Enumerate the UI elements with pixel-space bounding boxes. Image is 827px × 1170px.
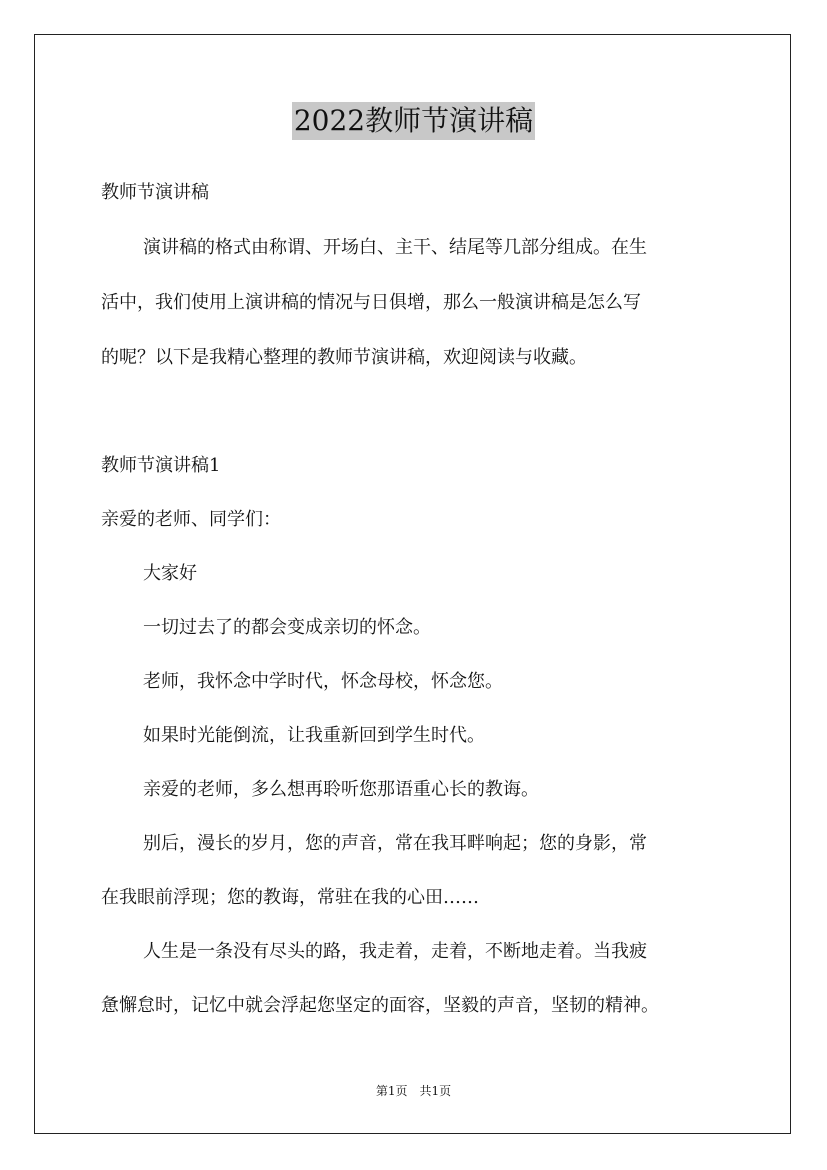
- paragraph-line: 惫懈怠时，记忆中就会浮起您坚定的面容，坚毅的声音，坚韧的精神。: [101, 995, 659, 1016]
- salutation: 亲爱的老师、同学们：: [101, 509, 281, 530]
- paragraph-line: 亲爱的老师，多么想再聆听您那语重心长的教诲。: [143, 779, 539, 800]
- section-heading: 教师节演讲稿: [101, 182, 209, 203]
- intro-line-1: 演讲稿的格式由称谓、开场白、主干、结尾等几部分组成。在生: [143, 237, 647, 258]
- paragraph-line: 人生是一条没有尽头的路，我走着，走着，不断地走着。当我疲: [143, 941, 647, 962]
- paragraph-line: 在我眼前浮现；您的教诲，常驻在我的心田……: [101, 887, 479, 908]
- greeting: 大家好: [143, 563, 197, 584]
- paragraph-line: 如果时光能倒流，让我重新回到学生时代。: [143, 725, 485, 746]
- intro-line-2: 活中，我们使用上演讲稿的情况与日俱增，那么一般演讲稿是怎么写: [101, 292, 641, 313]
- document-title: 2022教师节演讲稿: [292, 102, 535, 140]
- paragraph-line: 一切过去了的都会变成亲切的怀念。: [143, 617, 431, 638]
- paragraph-line: 老师，我怀念中学时代，怀念母校，怀念您。: [143, 671, 503, 692]
- page-number: 第1页 共1页: [375, 1084, 452, 1098]
- document-title-wrap: [0, 102, 827, 140]
- speech-heading: 教师节演讲稿1: [101, 455, 221, 476]
- paragraph-line: 别后，漫长的岁月，您的声音，常在我耳畔响起；您的身影，常: [143, 833, 647, 854]
- intro-line-3: 的呢？以下是我精心整理的教师节演讲稿，欢迎阅读与收藏。: [101, 347, 587, 368]
